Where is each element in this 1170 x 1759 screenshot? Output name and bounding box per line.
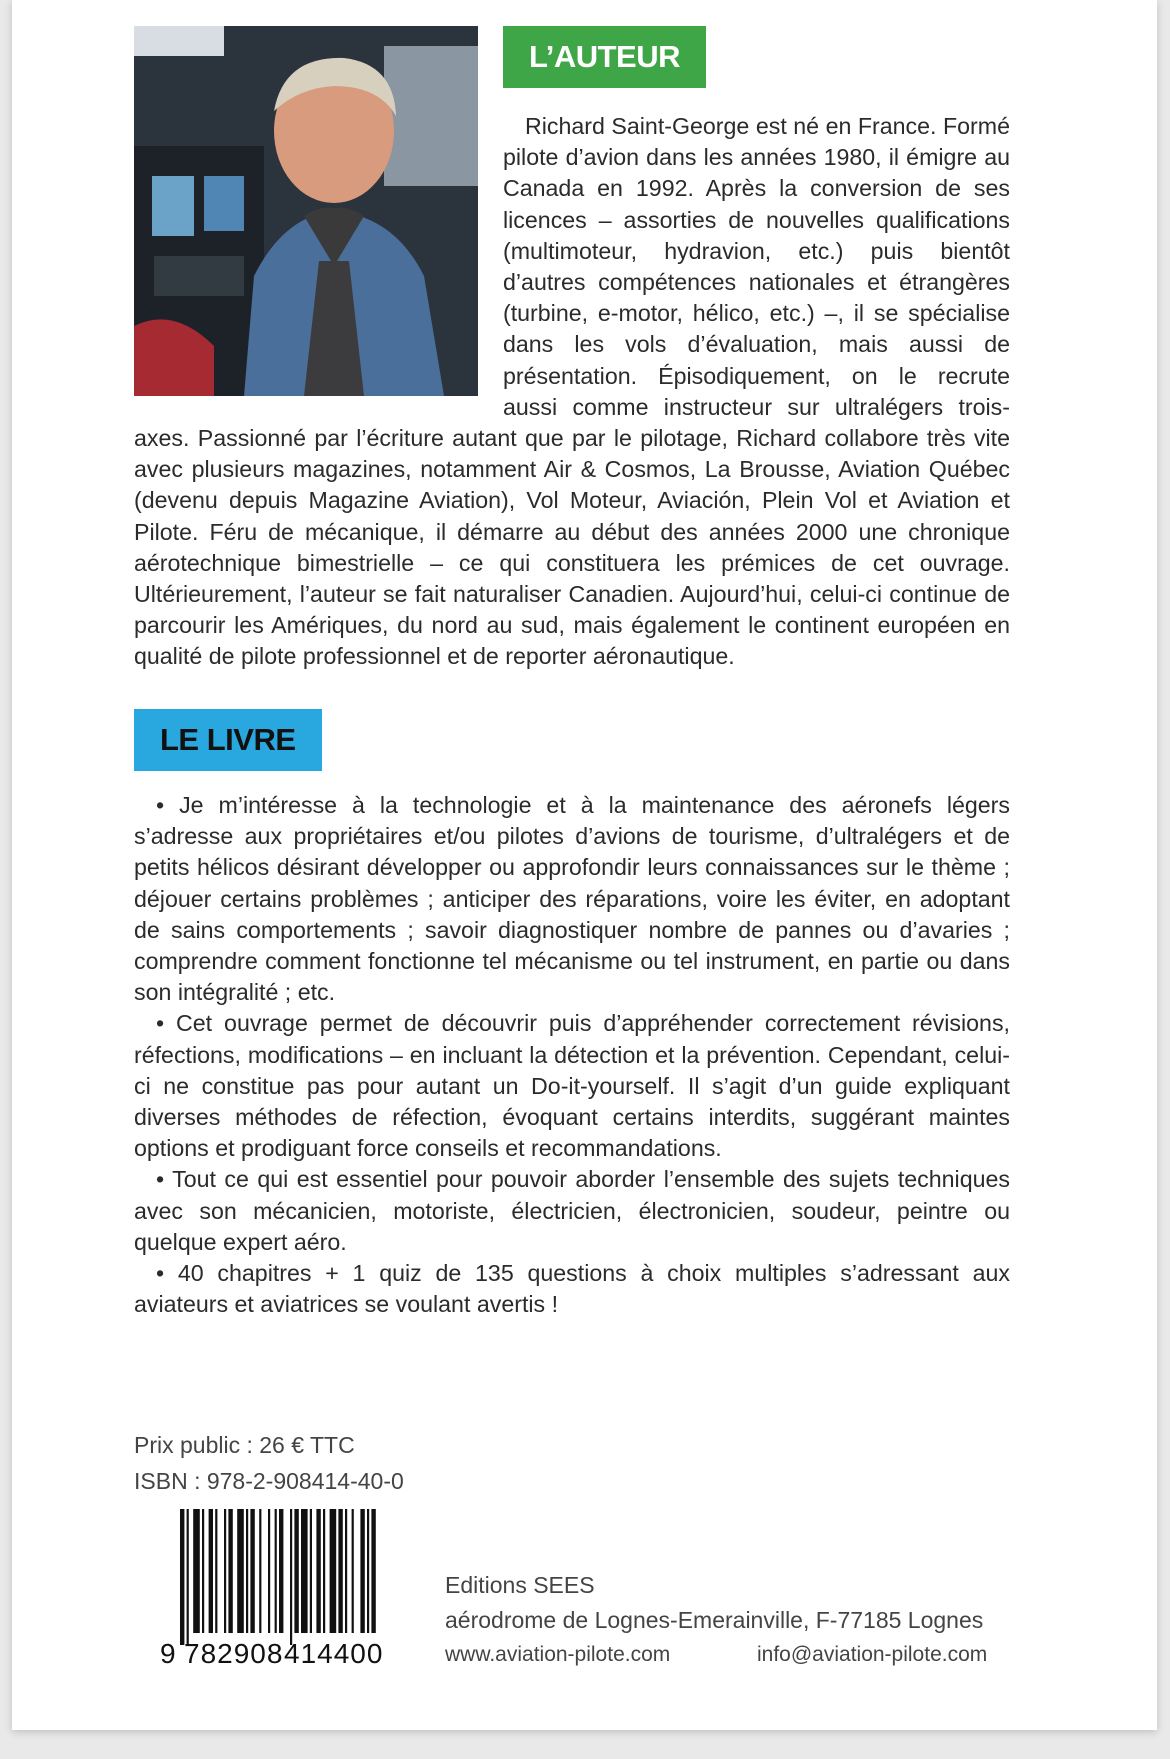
barcode-bar: [301, 1509, 308, 1633]
book-paragraph-4: • 40 chapitres + 1 quiz de 135 questions à choix multiples s’adressant aux aviateurs et aviatrices se voulant avertis !: [134, 1260, 1010, 1318]
barcode-digit-prefix: 9: [160, 1638, 177, 1669]
barcode-bar: [352, 1509, 354, 1633]
barcode-bar: [259, 1509, 261, 1633]
barcode-bar: [209, 1509, 213, 1633]
barcode-bar: [316, 1509, 320, 1633]
photo-wrap-spacer: [134, 111, 503, 421]
barcode-digits-right: 414400: [284, 1638, 384, 1669]
barcode-bar: [360, 1509, 364, 1633]
barcode-bar: [338, 1509, 342, 1633]
barcode-bars: [134, 1505, 412, 1645]
barcode-bar: [193, 1509, 200, 1633]
publisher-address: aérodrome de Lognes-Emerainville, F-77185 Lognes: [445, 1607, 984, 1633]
barcode-bar: [224, 1509, 226, 1633]
barcode: [134, 1505, 412, 1680]
barcode-bar: [237, 1509, 244, 1633]
barcode-bar: [202, 1509, 204, 1633]
barcode-bar: [310, 1509, 312, 1633]
publisher-email-link[interactable]: info@aviation-pilote.com: [757, 1643, 988, 1666]
barcode-bar: [250, 1509, 254, 1633]
barcode-bar: [180, 1509, 184, 1645]
auteur-heading: L’AUTEUR: [503, 26, 706, 88]
barcode-bar: [187, 1509, 189, 1645]
publisher-website-link[interactable]: www.aviation-pilote.com: [445, 1643, 671, 1666]
author-bio-text: Richard Saint-George est né en France. Formé pilote d’avion dans les années 1980, il émigre au Canada en 1992. Après la conversion de ses licences – assorties de nouvelles qualifications (multimoteur, hydravion, etc.) puis bientôt d’autres compétences nationales et étrangères (turbine, e-motor, hélico, etc.) –, il se spécialise dans les vols d’évaluation, mais aussi de présentation. Épisodiquement, on le recrute aussi comme instructeur sur ultralégers trois-axes. Passionné par l’écriture autant que par le pilotage, Richard collabore très vite avec plusieurs magazines, notamment Air & Cosmos, La Brousse, Aviation Québec (devenu depuis Magazine Aviation), Vol Moteur, Aviación, Plein Vol et Aviation et Pilote. Féru de mécanique, il démarre au début des années 2000 une chronique aérotechnique bimestrielle – ce qui constituera les prémices de cet ouvrage. Ultérieurement, l’auteur se fait naturaliser Canadien. Aujourd’hui, celui-ci continue de parcourir les Amériques, du nord au sud, mais également le continent européen en qualité de pilote professionnel et de reporter aéronautique.: [134, 113, 1010, 670]
book-paragraph-1: • Je m’intéresse à la technologie et à la maintenance des aéronefs légers s’adresse aux propriétaires et/ou pilotes d’avions de tourisme, d’ultralégers et de petits hélicos désirant développer ou approfondir leurs connaissances sur le thème ; déjouer certains problèmes ; anticiper des réparations, voire les éviter, en adoptant de sains comportements ; savoir diagnostiquer nombre de pannes ou d’avaries ; comprendre comment fonctionne tel mécanisme ou tel instrument, en partie ou dans son intégralité ; etc.: [134, 792, 1010, 1006]
barcode-bar: [294, 1509, 298, 1633]
barcode-bar: [371, 1509, 375, 1633]
barcode-bar: [367, 1509, 369, 1633]
book-paragraph-3: • Tout ce qui est essentiel pour pouvoir aborder l’ensemble des sujets techniques avec son mécanicien, motoriste, électricien, électronicien, soudeur, peintre ou quelque expert aéro.: [134, 1166, 1010, 1255]
barcode-bar: [330, 1509, 337, 1633]
isbn: ISBN : 978-2-908414-40-0: [134, 1468, 404, 1494]
barcode-bar: [290, 1509, 292, 1645]
barcode-bar: [279, 1509, 283, 1633]
barcode-bar: [246, 1509, 248, 1633]
price: Prix public : 26 € TTC: [134, 1432, 355, 1458]
barcode-bar: [268, 1509, 270, 1633]
book-description: [134, 790, 1010, 1320]
barcode-bar: [275, 1509, 277, 1633]
barcode-digits-left: 782908: [184, 1638, 284, 1669]
publisher-name: Editions SEES: [445, 1572, 595, 1598]
barcode-bar: [215, 1509, 217, 1633]
barcode-bar: [323, 1509, 325, 1633]
barcode-bar: [345, 1509, 347, 1633]
book-paragraph-2: • Cet ouvrage permet de découvrir puis d’appréhender correctement révisions, réfections, modifications – en incluant la détection et la prévention. Cependant, celui-ci ne constitue pas pour autant un Do-it-yourself. Il s’agit d’un guide expliquant diverses méthodes de réfection, évoquant certains interdits, suggérant maintes options et prodiguant force conseils et recommandations.: [134, 1010, 1010, 1162]
barcode-bar: [228, 1509, 232, 1633]
livre-heading: LE LIVRE: [134, 709, 322, 771]
author-bio: [134, 111, 1010, 673]
